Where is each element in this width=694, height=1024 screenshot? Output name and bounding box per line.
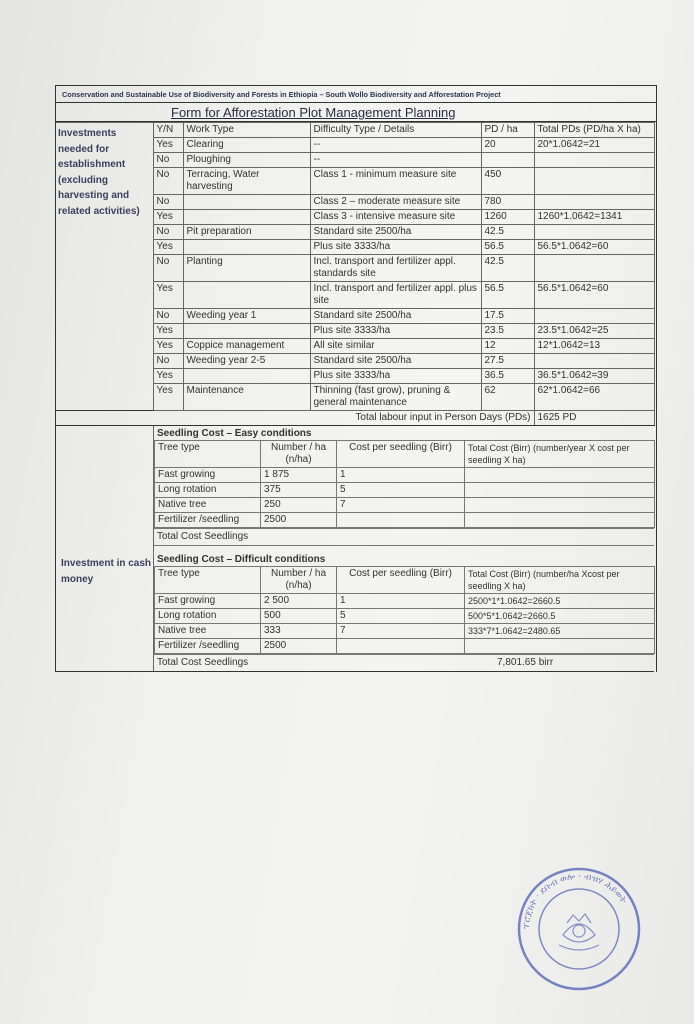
easy-title: Seedling Cost – Easy conditions: [157, 428, 312, 439]
easy-h-tree: Tree type: [155, 441, 261, 468]
easy-h-cost: Cost per seedling (Birr): [337, 441, 465, 468]
labour-pd-ha: 56.5: [481, 240, 534, 255]
labour-pd-ha: 42.5: [481, 255, 534, 282]
labour-details: Plus site 3333/ha: [310, 369, 481, 384]
labour-pd-ha: 36.5: [481, 369, 534, 384]
labour-work-type: Terracing, Water harvesting: [183, 168, 310, 195]
labour-total-pds: 56.5*1.0642=60: [534, 282, 654, 309]
labour-pd-ha: 1260: [481, 210, 534, 225]
labour-yn: Yes: [153, 369, 183, 384]
labour-pd-ha: 20: [481, 138, 534, 153]
easy-cost-per-seedling: [337, 513, 465, 528]
labour-yn: Yes: [153, 339, 183, 354]
afforestation-form: [55, 85, 657, 672]
easy-total-row: [154, 528, 654, 546]
stamp-text: ፕሮጀክት · ደቡብ ወሎ · ብዝሃ ሕይወት: [521, 871, 629, 930]
labour-total-pds: 56.5*1.0642=60: [534, 240, 654, 255]
labour-total-pds: 62*1.0642=66: [534, 384, 654, 411]
labour-total-pds: [534, 195, 654, 210]
easy-total-cost: [465, 513, 655, 528]
labour-yn: Yes: [153, 138, 183, 153]
total-labour-row: [56, 411, 654, 426]
labour-yn: No: [153, 195, 183, 210]
labour-yn: No: [153, 225, 183, 240]
labour-work-type: [183, 369, 310, 384]
labour-work-type: Ploughing: [183, 153, 310, 168]
difficult-seedling-row: [155, 594, 655, 609]
labour-table: [56, 122, 655, 426]
labour-work-type: [183, 195, 310, 210]
labour-yn: No: [153, 354, 183, 369]
labour-yn: No: [153, 309, 183, 324]
official-stamp: [515, 865, 643, 993]
difficult-tree-type: Fast growing: [155, 594, 261, 609]
easy-tree-type: Fast growing: [155, 468, 261, 483]
section2-label: Investment in cash money: [61, 558, 152, 585]
labour-details: Incl. transport and fertilizer appl. plus site: [310, 282, 481, 309]
labour-pd-ha: 12: [481, 339, 534, 354]
labour-header-row: [56, 123, 654, 138]
difficult-total-cost: [465, 639, 655, 654]
labour-details: Class 1 - minimum measure site: [310, 168, 481, 195]
labour-pd-ha: [481, 153, 534, 168]
labour-details: Standard site 2500/ha: [310, 354, 481, 369]
difficult-h-cost: Cost per seedling (Birr): [337, 567, 465, 594]
difficult-h-number: Number / ha (n/ha): [261, 567, 337, 594]
labour-pd-ha: 17.5: [481, 309, 534, 324]
difficult-header-row: [155, 567, 655, 594]
easy-tree-type: Fertilizer /seedling: [155, 513, 261, 528]
difficult-seedling-row: [155, 639, 655, 654]
labour-details: Class 3 - intensive measure site: [310, 210, 481, 225]
project-banner: Conservation and Sustainable Use of Biodiversity and Forests in Ethiopia – South Wollo Biodiversity and Afforestation Project: [56, 86, 656, 103]
difficult-h-tree: Tree type: [155, 567, 261, 594]
easy-total-cost: [465, 498, 655, 513]
easy-seedling-table: [154, 440, 655, 528]
labour-work-type: Pit preparation: [183, 225, 310, 240]
labour-pd-ha: 780: [481, 195, 534, 210]
difficult-total-label: Total Cost Seedlings: [157, 657, 249, 668]
labour-yn: No: [153, 168, 183, 195]
difficult-cost-per-seedling: 5: [337, 609, 465, 624]
labour-pd-ha: 62: [481, 384, 534, 411]
labour-pd-ha: 56.5: [481, 282, 534, 309]
difficult-tree-type: Long rotation: [155, 609, 261, 624]
labour-work-type: Planting: [183, 255, 310, 282]
easy-tree-type: Native tree: [155, 498, 261, 513]
difficult-seedling-row: [155, 609, 655, 624]
labour-pd-ha: 42.5: [481, 225, 534, 240]
labour-total-pds: 36.5*1.0642=39: [534, 369, 654, 384]
labour-yn: Yes: [153, 282, 183, 309]
labour-total-pds: [534, 309, 654, 324]
total-labour-value: 1625 PD: [534, 411, 654, 426]
easy-seedling-row: [155, 468, 655, 483]
labour-pd-ha: 450: [481, 168, 534, 195]
difficult-total-value: 7,801.65 birr: [497, 657, 554, 668]
labour-work-type: [183, 282, 310, 309]
labour-yn: Yes: [153, 240, 183, 255]
form-title: Form for Afforestation Plot Management Planning: [56, 103, 656, 122]
labour-details: --: [310, 153, 481, 168]
labour-total-pds: [534, 225, 654, 240]
difficult-total-cost: 500*5*1.0642=2660.5: [465, 609, 655, 624]
easy-seedling-row: [155, 498, 655, 513]
difficult-tree-type: Fertilizer /seedling: [155, 639, 261, 654]
header-work-type: Work Type: [183, 123, 310, 138]
difficult-number-per-ha: 2500: [261, 639, 337, 654]
labour-work-type: Weeding year 2-5: [183, 354, 310, 369]
difficult-seedling-table: [154, 566, 655, 654]
labour-work-type: Maintenance: [183, 384, 310, 411]
labour-yn: No: [153, 153, 183, 168]
labour-total-pds: 23.5*1.0642=25: [534, 324, 654, 339]
difficult-tree-type: Native tree: [155, 624, 261, 639]
labour-work-type: Coppice management: [183, 339, 310, 354]
difficult-total-cost: 2500*1*1.0642=2660.5: [465, 594, 655, 609]
difficult-h-total: Total Cost (Birr) (number/ha Xcost per seedling X ha): [465, 567, 655, 594]
section1-label: Investments needed for establishment (excluding harvesting and related activities): [56, 123, 153, 411]
easy-h-number: Number / ha (n/ha): [261, 441, 337, 468]
header-yn: Y/N: [153, 123, 183, 138]
header-total-pds: Total PDs (PD/ha X ha): [534, 123, 654, 138]
labour-yn: Yes: [153, 384, 183, 411]
labour-details: Standard site 2500/ha: [310, 309, 481, 324]
labour-work-type: [183, 210, 310, 225]
labour-details: Class 2 – moderate measure site: [310, 195, 481, 210]
easy-header-row: [155, 441, 655, 468]
stamp-emblem: [559, 914, 599, 950]
labour-yn: Yes: [153, 210, 183, 225]
difficult-cost-per-seedling: 7: [337, 624, 465, 639]
labour-details: All site similar: [310, 339, 481, 354]
easy-seedling-row: [155, 513, 655, 528]
labour-details: Plus site 3333/ha: [310, 240, 481, 255]
labour-total-pds: [534, 153, 654, 168]
labour-yn: No: [153, 255, 183, 282]
difficult-number-per-ha: 333: [261, 624, 337, 639]
easy-cost-per-seedling: 7: [337, 498, 465, 513]
easy-seedling-row: [155, 483, 655, 498]
easy-total-cost: [465, 483, 655, 498]
difficult-title: Seedling Cost – Difficult conditions: [157, 554, 326, 565]
easy-number-per-ha: 250: [261, 498, 337, 513]
easy-h-total: Total Cost (Birr) (number/year X cost per seedling X ha): [465, 441, 655, 468]
difficult-total-row: [154, 654, 654, 671]
labour-total-pds: 1260*1.0642=1341: [534, 210, 654, 225]
difficult-number-per-ha: 500: [261, 609, 337, 624]
header-details: Difficulty Type / Details: [310, 123, 481, 138]
labour-total-pds: [534, 168, 654, 195]
difficult-cost-per-seedling: [337, 639, 465, 654]
labour-work-type: Clearing: [183, 138, 310, 153]
difficult-seedling-row: [155, 624, 655, 639]
easy-number-per-ha: 1 875: [261, 468, 337, 483]
cash-section: [56, 426, 654, 672]
labour-pd-ha: 27.5: [481, 354, 534, 369]
difficult-cost-per-seedling: 1: [337, 594, 465, 609]
difficult-total-cost: 333*7*1.0642=2480.65: [465, 624, 655, 639]
labour-total-pds: [534, 255, 654, 282]
total-labour-label: Total labour input in Person Days (PDs): [56, 411, 534, 426]
labour-pd-ha: 23.5: [481, 324, 534, 339]
labour-work-type: [183, 240, 310, 255]
labour-yn: Yes: [153, 324, 183, 339]
easy-number-per-ha: 375: [261, 483, 337, 498]
easy-total-label: Total Cost Seedlings: [157, 531, 249, 542]
labour-work-type: [183, 324, 310, 339]
easy-total-cost: [465, 468, 655, 483]
labour-total-pds: 20*1.0642=21: [534, 138, 654, 153]
svg-text:ፕሮጀክት · ደቡብ ወሎ · ብዝሃ ሕይወት: [522, 872, 628, 929]
easy-tree-type: Long rotation: [155, 483, 261, 498]
labour-details: --: [310, 138, 481, 153]
difficult-number-per-ha: 2 500: [261, 594, 337, 609]
easy-cost-per-seedling: 5: [337, 483, 465, 498]
labour-details: Incl. transport and fertilizer appl. standards site: [310, 255, 481, 282]
labour-total-pds: [534, 354, 654, 369]
labour-details: Thinning (fast grow), pruning & general maintenance: [310, 384, 481, 411]
labour-details: Standard site 2500/ha: [310, 225, 481, 240]
labour-total-pds: 12*1.0642=13: [534, 339, 654, 354]
labour-work-type: Weeding year 1: [183, 309, 310, 324]
easy-cost-per-seedling: 1: [337, 468, 465, 483]
easy-number-per-ha: 2500: [261, 513, 337, 528]
labour-details: Plus site 3333/ha: [310, 324, 481, 339]
header-pd-ha: PD / ha: [481, 123, 534, 138]
